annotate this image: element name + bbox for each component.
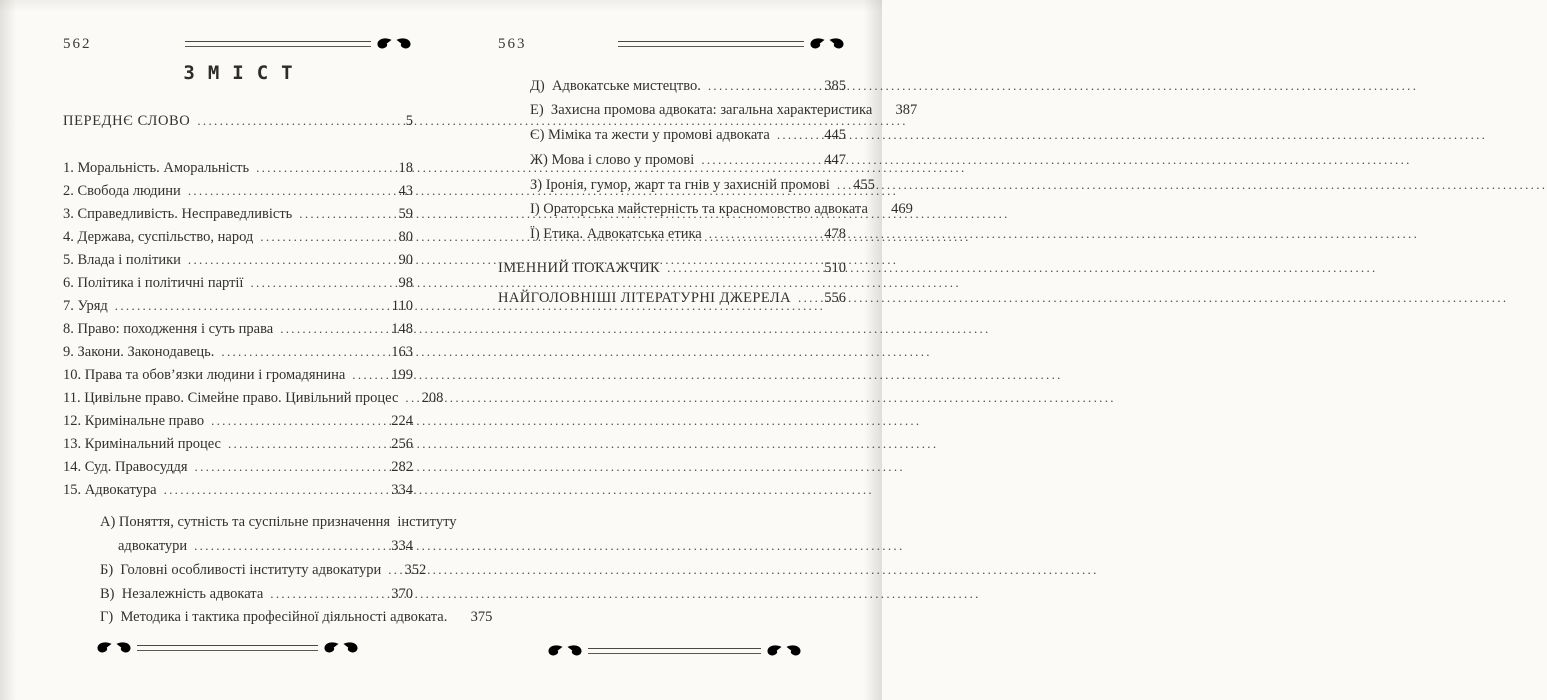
toc-subentry bbox=[498, 126, 846, 144]
entry-page: 445 bbox=[824, 127, 846, 143]
entry-label: 9. Закони. Законодавець. bbox=[63, 344, 215, 360]
dot-leader bbox=[798, 289, 816, 307]
toc-entry bbox=[63, 228, 413, 246]
dot-leader bbox=[211, 412, 383, 430]
entry-label: 5. Влада і політики bbox=[63, 252, 181, 268]
entry-page: 375 bbox=[470, 609, 493, 625]
toc-title: ЗМІСТ bbox=[183, 62, 306, 84]
entry-label: 3. Справедливість. Несправедливість bbox=[63, 206, 293, 222]
toc-list-sub-left bbox=[63, 514, 493, 626]
double-rule bbox=[137, 645, 318, 652]
scroll-ornament-icon bbox=[808, 37, 846, 51]
dot-leader bbox=[260, 228, 383, 246]
entry-page: 334 bbox=[391, 482, 413, 498]
entry-page: 334 bbox=[391, 538, 413, 554]
entry-page: 98 bbox=[398, 275, 413, 291]
entry-page: 387 bbox=[895, 102, 918, 118]
dot-leader bbox=[228, 435, 383, 453]
dot-leader bbox=[777, 126, 816, 144]
entry-label: З) Іронія, гумор, жарт та гнів у захисній промові bbox=[530, 177, 830, 193]
entry-label: 4. Держава, суспільство, народ bbox=[63, 229, 254, 245]
dot-leader bbox=[701, 151, 816, 169]
entry-page: 163 bbox=[391, 344, 413, 360]
scroll-ornament-icon bbox=[546, 644, 584, 658]
toc-list-sub-right bbox=[498, 77, 918, 243]
entry-page: 282 bbox=[391, 459, 413, 475]
entry-label: Г) Методика і тактика професійної діяльності адвоката. bbox=[100, 609, 448, 625]
entry-page: 148 bbox=[391, 321, 413, 337]
entry-page: 59 bbox=[398, 206, 413, 222]
entry-page: 43 bbox=[398, 183, 413, 199]
dot-leader bbox=[188, 182, 383, 200]
entry-page: 80 bbox=[398, 229, 413, 245]
header-rule-left bbox=[185, 37, 413, 51]
folio-left: 562 bbox=[63, 35, 92, 52]
toc-sections bbox=[498, 259, 846, 307]
toc-entry bbox=[63, 182, 413, 200]
toc-subentry bbox=[498, 102, 918, 119]
entry-label: адвокатури bbox=[118, 538, 188, 554]
toc-entry bbox=[63, 389, 444, 407]
entry-label: 11. Цивільне право. Сімейне право. Цивільний процес bbox=[63, 390, 399, 406]
entry-label: 13. Кримінальний процес bbox=[63, 436, 221, 452]
toc-subentry bbox=[63, 514, 457, 531]
dot-leader bbox=[280, 320, 383, 338]
page-left-footer bbox=[95, 641, 360, 655]
entry-page: 256 bbox=[391, 436, 413, 452]
toc-section-entry bbox=[498, 289, 846, 307]
toc-subentry-continuation bbox=[63, 537, 413, 555]
entry-label: 15. Адвокатура bbox=[63, 482, 157, 498]
entry-label: НАЙГОЛОВНІШІ ЛІТЕРАТУРНІ ДЖЕРЕЛА bbox=[498, 290, 792, 306]
dot-leader bbox=[352, 366, 383, 384]
entry-page: 556 bbox=[824, 290, 846, 306]
scroll-ornament-icon bbox=[322, 641, 360, 655]
toc-entry bbox=[63, 159, 413, 177]
toc-list-main bbox=[63, 159, 444, 499]
toc-entry bbox=[63, 435, 413, 453]
page-right bbox=[498, 35, 918, 319]
entry-page: 5 bbox=[405, 113, 413, 129]
entry-label: Д) Адвокатське мистецтво. bbox=[530, 78, 701, 94]
dot-leader bbox=[197, 112, 383, 130]
entry-label: Ж) Мова і слово у промові bbox=[530, 152, 695, 168]
entry-label: ІМЕННИЙ ПОКАЖЧИК bbox=[498, 260, 661, 276]
entry-page: 455 bbox=[853, 177, 875, 193]
toc-subentry bbox=[498, 77, 846, 95]
toc-entry bbox=[63, 205, 413, 223]
dot-leader bbox=[667, 259, 816, 277]
entry-label: 1. Моральність. Аморальність bbox=[63, 160, 250, 176]
toc-entry bbox=[63, 366, 413, 384]
entry-label: 6. Політика і політичні партії bbox=[63, 275, 244, 291]
entry-label: ПЕРЕДНЄ СЛОВО bbox=[63, 113, 191, 129]
double-rule bbox=[185, 41, 371, 48]
dot-leader bbox=[194, 537, 383, 555]
toc-entry bbox=[63, 274, 413, 292]
toc-subentry bbox=[63, 561, 427, 579]
toc-subentry bbox=[63, 585, 413, 603]
toc-section-entry bbox=[498, 259, 846, 277]
entry-page: 224 bbox=[391, 413, 413, 429]
scroll-ornament-icon bbox=[375, 37, 413, 51]
dot-leader bbox=[709, 225, 816, 243]
entry-page: 18 bbox=[398, 160, 413, 176]
entry-label: 10. Права та обов’язки людини і громадянина bbox=[63, 367, 346, 383]
entry-label: 2. Свобода людини bbox=[63, 183, 181, 199]
entry-page: 352 bbox=[404, 562, 427, 578]
entry-label: 8. Право: походження і суть права bbox=[63, 321, 274, 337]
toc-subentry bbox=[498, 151, 846, 169]
page-right-header bbox=[498, 36, 846, 52]
toc-subentry bbox=[498, 201, 913, 218]
toc-entry bbox=[63, 251, 413, 269]
double-rule bbox=[618, 41, 804, 48]
entry-page: 199 bbox=[391, 367, 413, 383]
toc-subentry bbox=[63, 609, 493, 626]
entry-page: 510 bbox=[824, 260, 846, 276]
dot-leader bbox=[388, 561, 396, 579]
entry-label: Е) Захисна промова адвоката: загальна характеристика bbox=[530, 102, 873, 118]
entry-label: 12. Кримінальне право bbox=[63, 413, 205, 429]
scroll-ornament-icon bbox=[765, 644, 803, 658]
entry-page: 447 bbox=[824, 152, 846, 168]
dot-leader bbox=[708, 77, 816, 95]
entry-label: В) Незалежність адвоката bbox=[100, 586, 264, 602]
toc-subentry bbox=[498, 225, 846, 243]
scroll-ornament-icon bbox=[95, 641, 133, 655]
double-rule bbox=[588, 648, 761, 655]
dot-leader bbox=[164, 481, 383, 499]
dot-leader bbox=[221, 343, 383, 361]
entry-label: А) Поняття, сутність та суспільне призначення інституту bbox=[100, 514, 457, 530]
entry-page: 478 bbox=[824, 226, 846, 242]
dot-leader bbox=[115, 297, 383, 315]
dot-leader bbox=[256, 159, 383, 177]
dot-leader bbox=[299, 205, 383, 223]
toc-subentry bbox=[498, 176, 875, 194]
dot-leader bbox=[270, 585, 383, 603]
entry-label: Ї) Етика. Адвокатська етика bbox=[530, 226, 702, 242]
entry-page: 469 bbox=[891, 201, 913, 217]
dot-leader bbox=[188, 251, 383, 269]
folio-right: 563 bbox=[498, 35, 527, 52]
entry-label: Є) Міміка та жести у промові адвоката bbox=[530, 127, 770, 143]
page-right-footer bbox=[546, 644, 803, 658]
toc-entry bbox=[63, 297, 413, 315]
dot-leader bbox=[250, 274, 383, 292]
entry-label: 14. Суд. Правосуддя bbox=[63, 459, 188, 475]
toc-entry bbox=[63, 320, 413, 338]
dot-leader bbox=[405, 389, 413, 407]
header-rule-right bbox=[618, 37, 846, 51]
dot-leader bbox=[837, 176, 845, 194]
entry-page: 110 bbox=[391, 298, 413, 314]
entry-page: 90 bbox=[398, 252, 413, 268]
entry-label: І) Ораторська майстерність та красномовство адвоката bbox=[530, 201, 868, 217]
toc-entry bbox=[63, 481, 413, 499]
toc-entry bbox=[63, 458, 413, 476]
dot-leader bbox=[195, 458, 383, 476]
toc-entry bbox=[63, 343, 413, 361]
entry-label: 7. Уряд bbox=[63, 298, 108, 314]
entry-label: Б) Головні особливості інституту адвокатури bbox=[100, 562, 382, 578]
toc-entry-foreword bbox=[63, 112, 413, 130]
page-left bbox=[63, 35, 493, 632]
entry-page: 208 bbox=[421, 390, 444, 406]
entry-page: 385 bbox=[824, 78, 846, 94]
toc-entry bbox=[63, 412, 413, 430]
page-left-header bbox=[63, 36, 413, 52]
entry-page: 370 bbox=[391, 586, 413, 602]
